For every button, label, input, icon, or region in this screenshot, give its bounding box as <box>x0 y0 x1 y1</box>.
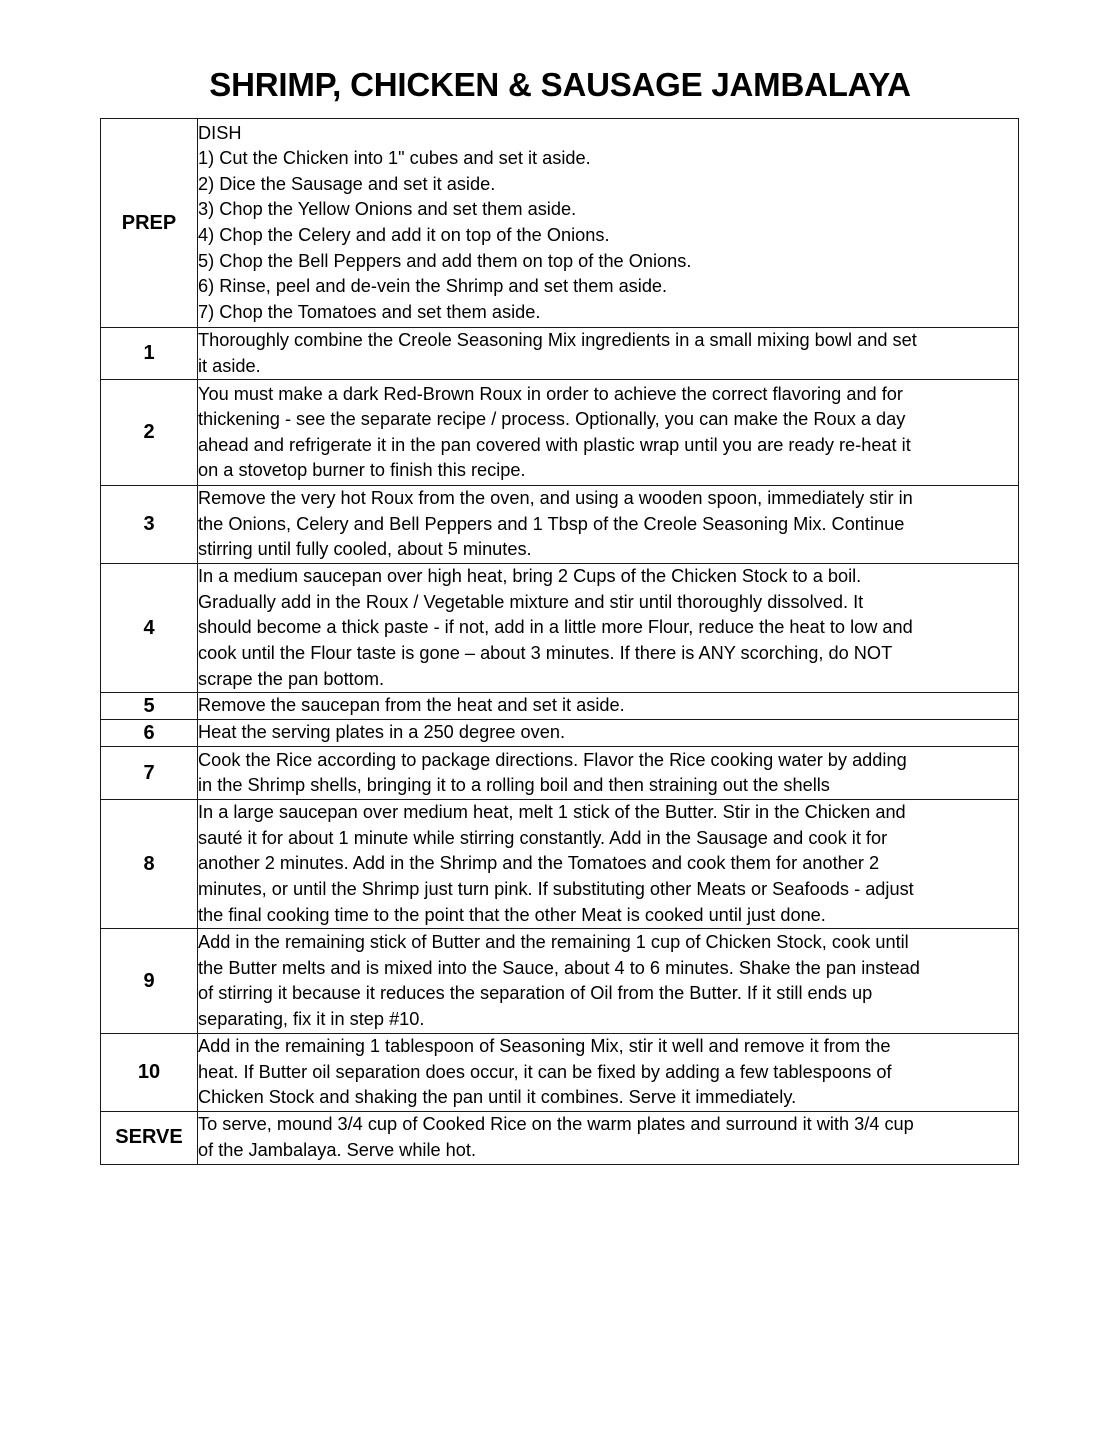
table-row-step-10 <box>101 1034 1019 1112</box>
row-label-step: 7 <box>101 747 198 800</box>
text-line: Heat the serving plates in a 250 degree oven. <box>198 722 566 743</box>
prep-heading: DISH <box>198 122 242 143</box>
text-line: scrape the pan bottom. <box>198 668 385 689</box>
step-text <box>198 380 1019 486</box>
text-line: separating, fix it in step #10. <box>198 1008 425 1029</box>
prep-item: 3) Chop the Yellow Onions and set them aside. <box>198 199 577 220</box>
table-row-step-2 <box>101 380 1019 486</box>
text-line: In a large saucepan over medium heat, melt 1 stick of the Butter. Stir in the Chicken and <box>198 802 906 823</box>
text-line: on a stovetop burner to finish this recipe. <box>198 460 526 481</box>
step-text <box>198 328 1019 380</box>
step-text <box>198 929 1019 1034</box>
serve-text <box>198 1111 1019 1164</box>
step-text <box>198 1034 1019 1112</box>
prep-item: 4) Chop the Celery and add it on top of the Onions. <box>198 225 610 245</box>
text-line: In a medium saucepan over high heat, bring 2 Cups of the Chicken Stock to a boil. <box>198 566 862 587</box>
prep-item: 2) Dice the Sausage and set it aside. <box>198 173 496 194</box>
row-label-step: 3 <box>101 486 198 564</box>
row-label-step: 6 <box>101 720 198 747</box>
text-line: Chicken Stock and shaking the pan until it combines. Serve it immediately. <box>198 1087 797 1108</box>
text-line: stirring until fully cooled, about 5 minutes. <box>198 539 532 560</box>
table-row-step-3 <box>101 486 1019 564</box>
row-label-prep: PREP <box>101 119 198 328</box>
table-row-serve <box>101 1111 1019 1164</box>
prep-item: 7) Chop the Tomatoes and set them aside. <box>198 301 541 322</box>
table-row-step-8 <box>101 800 1019 929</box>
text-line: the Butter melts and is mixed into the Sauce, about 4 to 6 minutes. Shake the pan instead <box>198 957 920 978</box>
text-line: ahead and refrigerate it in the pan covered with plastic wrap until you are ready re-heat it <box>198 434 911 455</box>
table-row-step-5 <box>101 693 1019 720</box>
table-row-step-4 <box>101 564 1019 693</box>
prep-instructions <box>198 119 1019 328</box>
text-line: thickening - see the separate recipe / process. Optionally, you can make the Roux a day <box>198 409 906 430</box>
step-text <box>198 486 1019 564</box>
prep-item: 5) Chop the Bell Peppers and add them on top of the Onions. <box>198 250 692 271</box>
step-text <box>198 720 1019 747</box>
text-line: cook until the Flour taste is gone – about 3 minutes. If there is ANY scorching, do NOT <box>198 642 893 663</box>
prep-item: 6) Rinse, peel and de-vein the Shrimp and set them aside. <box>198 276 668 297</box>
step-text <box>198 693 1019 720</box>
text-line: the Onions, Celery and Bell Peppers and 1 Tbsp of the Creole Seasoning Mix. Continue <box>198 513 905 534</box>
text-line: Add in the remaining 1 tablespoon of Seasoning Mix, stir it well and remove it from the <box>198 1036 891 1057</box>
text-line: the final cooking time to the point that the other Meat is cooked until just done. <box>198 904 826 925</box>
text-line: of the Jambalaya. Serve while hot. <box>198 1139 477 1160</box>
table-row-step-1 <box>101 328 1019 380</box>
text-line: another 2 minutes. Add in the Shrimp and the Tomatoes and cook them for another 2 <box>198 853 880 874</box>
text-line: in the Shrimp shells, bringing it to a rolling boil and then straining out the shells <box>198 775 830 796</box>
table-row-prep <box>101 119 1019 328</box>
step-text <box>198 564 1019 693</box>
text-line: sauté it for about 1 minute while stirring constantly. Add in the Sausage and cook it for <box>198 827 888 848</box>
text-line: should become a thick paste - if not, add in a little more Flour, reduce the heat to low and <box>198 617 913 638</box>
step-text <box>198 747 1019 800</box>
row-label-step: 1 <box>101 328 198 380</box>
text-line: heat. If Butter oil separation does occur, it can be fixed by adding a few tablespoons of <box>198 1061 892 1082</box>
text-line: Cook the Rice according to package directions. Flavor the Rice cooking water by adding <box>198 749 907 770</box>
table-row-step-9 <box>101 929 1019 1034</box>
text-line: of stirring it because it reduces the separation of Oil from the Butter. If it still ends up <box>198 983 873 1004</box>
table-row-step-7 <box>101 747 1019 800</box>
text-line: Gradually add in the Roux / Vegetable mixture and stir until thoroughly dissolved. It <box>198 591 864 612</box>
step-text <box>198 800 1019 929</box>
text-line: You must make a dark Red-Brown Roux in order to achieve the correct flavoring and for <box>198 383 903 404</box>
text-line: Add in the remaining stick of Butter and the remaining 1 cup of Chicken Stock, cook until <box>198 932 909 952</box>
row-label-serve: SERVE <box>101 1111 198 1164</box>
text-line: Remove the saucepan from the heat and set it aside. <box>198 695 625 716</box>
row-label-step: 5 <box>101 693 198 720</box>
recipe-table <box>100 118 1019 1165</box>
text-line: To serve, mound 3/4 cup of Cooked Rice on the warm plates and surround it with 3/4 cup <box>198 1114 914 1135</box>
row-label-step: 9 <box>101 929 198 1034</box>
text-line: Remove the very hot Roux from the oven, and using a wooden spoon, immediately stir in <box>198 488 913 509</box>
table-row-step-6 <box>101 720 1019 747</box>
text-line: Thoroughly combine the Creole Seasoning Mix ingredients in a small mixing bowl and set <box>198 330 917 350</box>
row-label-step: 4 <box>101 564 198 693</box>
text-line: it aside. <box>198 355 261 376</box>
recipe-title: SHRIMP, CHICKEN & SAUSAGE JAMBALAYA <box>209 66 911 103</box>
text-line: minutes, or until the Shrimp just turn pink. If substituting other Meats or Seafoods - adjust <box>198 878 914 899</box>
row-label-step: 8 <box>101 800 198 929</box>
row-label-step: 10 <box>101 1034 198 1112</box>
prep-item: 1) Cut the Chicken into 1" cubes and set it aside. <box>198 148 591 169</box>
row-label-step: 2 <box>101 380 198 486</box>
